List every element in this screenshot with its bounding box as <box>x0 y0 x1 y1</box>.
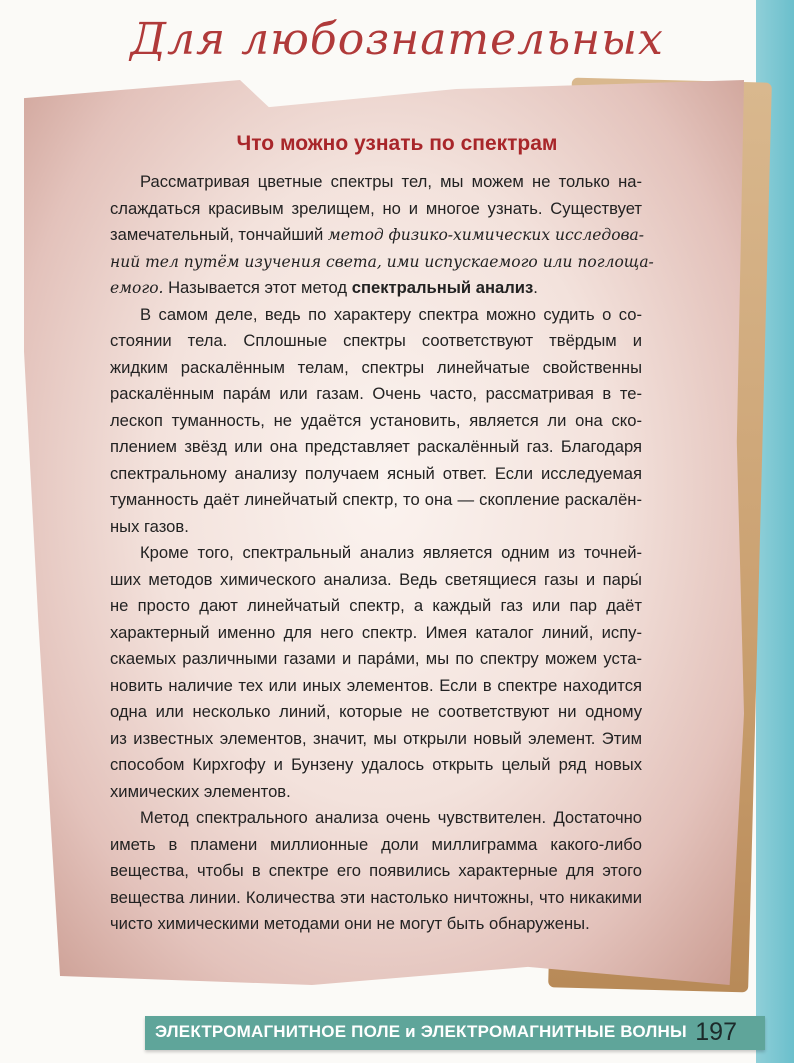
text-segment: химических элементов. <box>110 781 291 801</box>
text-segment: спектральному анализу получаем ясный ответ. Если исследуемая <box>110 463 642 483</box>
section-title: Для любознательных <box>130 14 664 65</box>
text-segment: Метод спектрального анализа очень чувствителен. Достаточно <box>140 808 642 827</box>
text-line <box>110 302 642 329</box>
text-segment: характерный именно для него спектр. Имея каталог линий, испу- <box>110 622 642 642</box>
article-title: Что можно узнать по спектрам <box>236 132 558 155</box>
text-segment: вещества, чтобы в спектре его появились характерные для этого <box>110 861 642 880</box>
text-line <box>110 567 642 594</box>
text-line <box>110 832 642 859</box>
text-line <box>110 620 642 647</box>
text-line <box>110 540 642 567</box>
text-line <box>110 885 642 912</box>
text-line <box>110 275 642 302</box>
text-segment: слаждаться красивым зрелищем, но и многое узнать. Существует <box>110 198 642 218</box>
text-line <box>110 249 654 276</box>
text-line <box>110 169 642 196</box>
text-segment: одна или несколько линий, которые не соответствуют ни одному <box>110 702 642 721</box>
italic-text: ний тел путём изучения света, ими испускаемого или поглоща- <box>110 252 654 271</box>
text-segment: стоянии тела. Сплошные спектры соответствуют твёрдым и <box>110 331 642 350</box>
text-line <box>110 779 642 806</box>
text-segment: вещества линии. Количества эти настолько ничтожны, что никакими <box>110 887 642 907</box>
text-line <box>110 196 642 223</box>
chapter-title: ЭЛЕКТРОМАГНИТНОЕ ПОЛЕ и ЭЛЕКТРОМАГНИТНЫЕ ВОЛНЫ <box>155 1022 687 1041</box>
text-segment: способом Кирхгофу и Бунзену удалось открыть целый ряд новых <box>110 755 642 774</box>
text-line <box>110 726 642 753</box>
footer-band <box>145 1016 765 1050</box>
text-segment: Рассматривая цветные спектры тел, мы можем не только на- <box>140 172 642 191</box>
italic-text: емого. <box>110 279 164 297</box>
text-line <box>110 673 642 700</box>
italic-text: метод физико-химических исследова- <box>327 226 645 244</box>
text-segment: ных газов. <box>110 516 189 536</box>
text-line <box>110 593 642 620</box>
text-line <box>110 514 642 541</box>
text-line <box>110 328 642 355</box>
text-line <box>110 434 642 461</box>
text-segment: новить наличие тех или иных элементов. Если в спектре находится <box>110 675 642 695</box>
text-line <box>110 381 642 408</box>
text-segment: . <box>533 278 538 297</box>
article-body <box>110 169 654 938</box>
text-line <box>110 858 642 885</box>
text-segment: ших методов химического анализа. Ведь светящиеся газы и пары́ <box>110 569 642 589</box>
bold-term: спектральный анализ <box>351 278 534 297</box>
text-line <box>110 805 642 832</box>
text-line <box>110 222 645 249</box>
text-line <box>110 408 642 435</box>
text-segment: плением звёзд или она представляет раскалённый газ. Благодаря <box>110 437 642 456</box>
text-segment: жидким раскалённым телам, спектры линейчатые свойственны <box>110 357 642 377</box>
text-line <box>110 461 642 488</box>
text-line <box>110 646 642 673</box>
text-segment: не просто дают линейчатый спектр, а каждый газ или пар даёт <box>110 596 642 615</box>
text-line <box>110 355 642 382</box>
text-segment: из известных элементов, значит, мы открыли новый элемент. Этим <box>110 728 642 748</box>
text-segment: иметь в пламени миллионные доли миллиграмма какого-либо <box>110 834 642 854</box>
text-line <box>110 752 642 779</box>
text-segment: В самом деле, ведь по характеру спектра можно судить о со- <box>140 304 642 324</box>
text-line <box>110 699 642 726</box>
page-number: 197 <box>695 1018 737 1046</box>
text-segment: чисто химическими методами они не могут быть обнаружены. <box>110 914 590 933</box>
text-segment: туманность даёт линейчатый спектр, то она — скопление раскалён- <box>110 490 642 509</box>
text-segment: раскалённым пара́м или газам. Очень часто, рассматривая в те- <box>110 384 642 403</box>
text-segment: Называется этот метод <box>163 278 352 297</box>
text-segment: замечательный, тончайший <box>110 225 328 244</box>
text-segment: скаемых различными газами и пара́ми, мы по спектру можем уста- <box>110 649 642 668</box>
text-line <box>110 487 642 514</box>
text-segment: Кроме того, спектральный анализ является одним из точней- <box>140 543 642 562</box>
text-segment: лескоп туманность, не удаётся установить, является ли она ско- <box>110 410 642 430</box>
text-line <box>110 911 642 938</box>
